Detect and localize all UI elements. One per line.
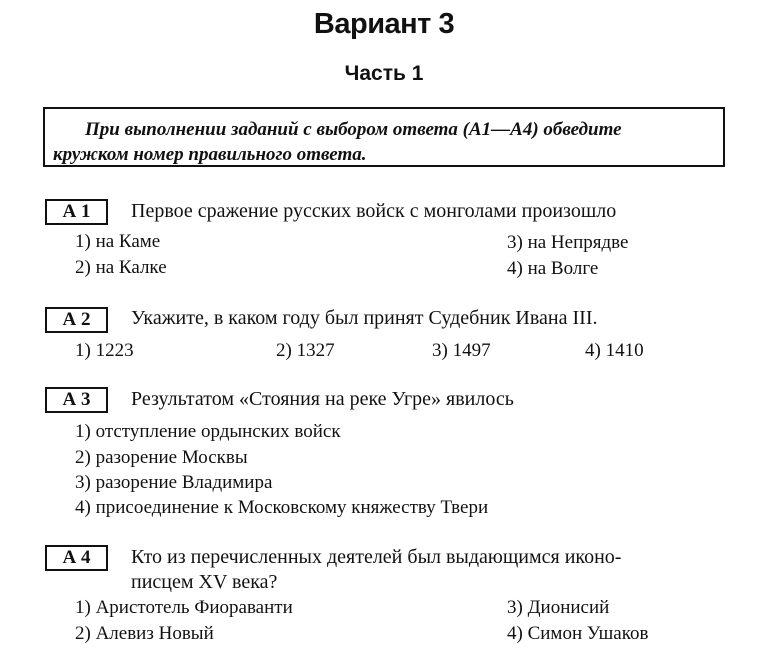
answer-option[interactable]: 1) отступление ордынских войск xyxy=(75,421,341,442)
question-text-a4-line2: писцем XV века? xyxy=(131,571,278,593)
question-label-a1: А 1 xyxy=(45,199,108,225)
answer-option[interactable]: 1) на Каме xyxy=(75,231,161,252)
question-text-a2: Укажите, в каком году был принят Судебник Ивана III. xyxy=(131,307,598,329)
answer-option[interactable]: 1) Аристотель Фиораванти xyxy=(75,597,293,618)
page-title: Вариант 3 xyxy=(313,8,455,40)
instruction-line-2: кружком номер правильного ответа. xyxy=(53,144,367,165)
part-heading: Часть 1 xyxy=(344,62,424,85)
answer-option[interactable]: 4) Симон Ушаков xyxy=(507,623,649,644)
answer-option[interactable]: 3) на Непрядве xyxy=(507,232,629,253)
instruction-box xyxy=(43,107,725,167)
answer-option[interactable]: 3) 1497 xyxy=(432,340,491,361)
answer-option[interactable]: 4) на Волге xyxy=(507,258,599,279)
question-text-a3: Результатом «Стояния на реке Угре» явилось xyxy=(131,388,514,410)
instruction-line-1: При выполнении заданий с выбором ответа (А1—А4) обведите xyxy=(85,119,622,140)
question-label-a3: А 3 xyxy=(45,387,108,413)
answer-option[interactable]: 2) Алевиз Новый xyxy=(75,623,214,644)
answer-option[interactable]: 4) присоединение к Московскому княжеству Твери xyxy=(75,497,489,518)
answer-option[interactable]: 2) 1327 xyxy=(276,340,335,361)
answer-option[interactable]: 2) на Калке xyxy=(75,257,167,278)
question-label-a4: А 4 xyxy=(45,545,108,571)
answer-option[interactable]: 3) разорение Владимира xyxy=(75,472,273,493)
answer-option[interactable]: 4) 1410 xyxy=(585,340,644,361)
question-text-a1: Первое сражение русских войск с монголами произошло xyxy=(131,200,617,222)
answer-option[interactable]: 3) Дионисий xyxy=(507,597,610,618)
question-text-a4-line1: Кто из перечисленных деятелей был выдающимся иконо- xyxy=(131,546,622,568)
answer-option[interactable]: 2) разорение Москвы xyxy=(75,447,248,468)
answer-option[interactable]: 1) 1223 xyxy=(75,340,134,361)
question-label-a2: А 2 xyxy=(45,307,108,333)
